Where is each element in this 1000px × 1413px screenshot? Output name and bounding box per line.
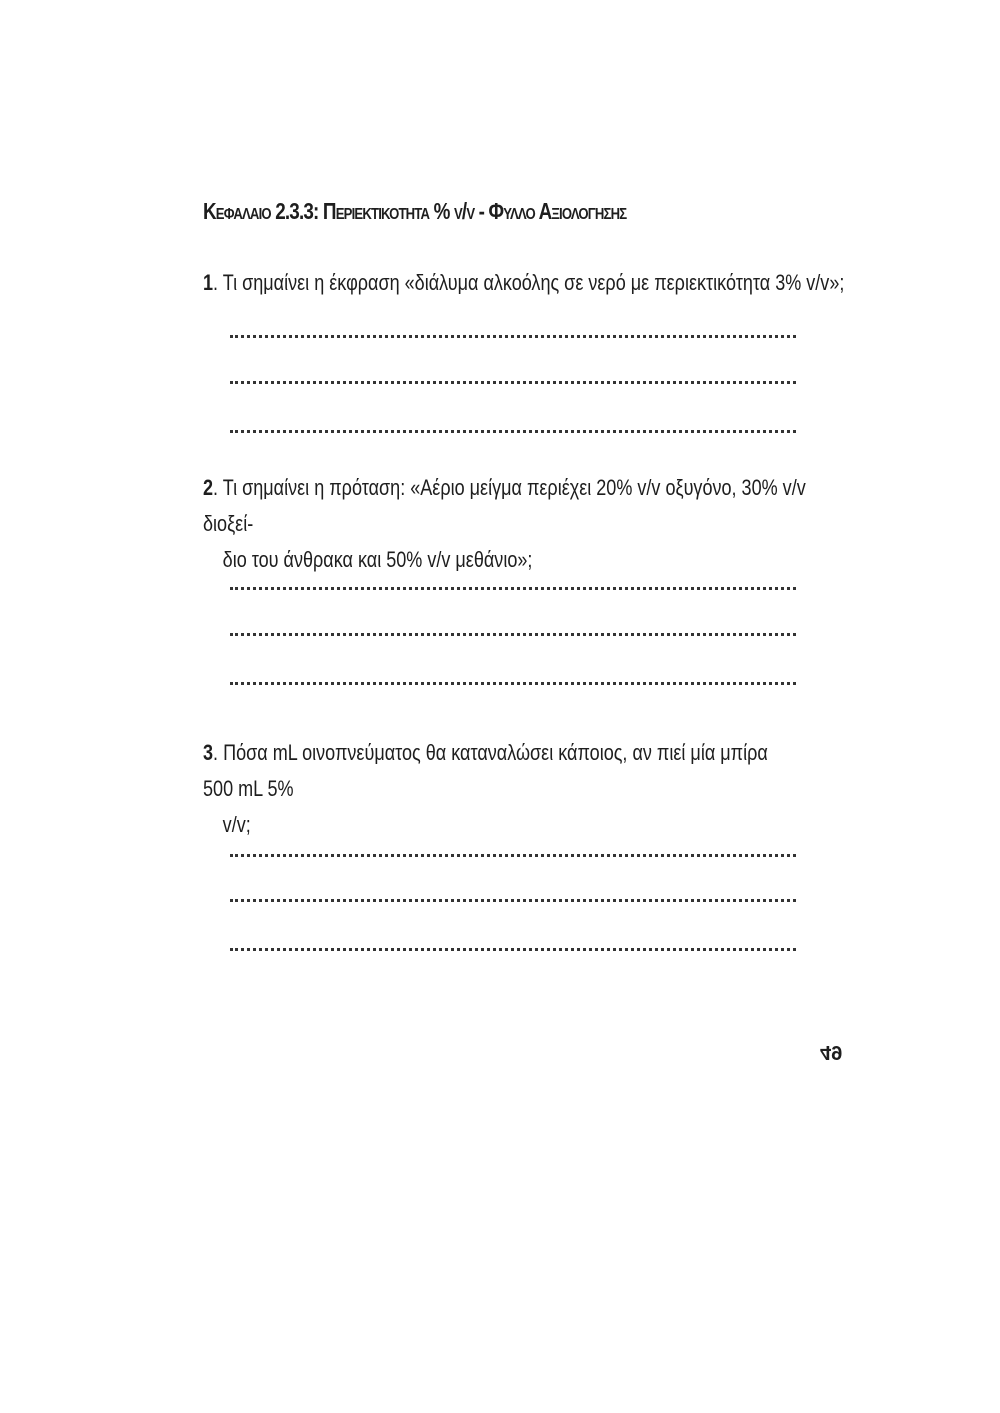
question-text-continued: v/v; xyxy=(222,812,251,837)
question-1 xyxy=(203,265,845,301)
answer-line[interactable] xyxy=(230,335,796,338)
answer-line[interactable] xyxy=(230,430,796,433)
question-2 xyxy=(203,470,810,578)
question-text: . Πόσα mL οινοπνεύματος θα καταναλώσει κάποιος, αν πιεί μία μπίρα 500 mL 5% xyxy=(203,740,768,801)
answer-line[interactable] xyxy=(230,381,796,384)
question-text: . Τι σημαίνει η πρόταση: «Αέριο μείγμα περιέχει 20% v/v οξυγόνο, 30% v/v διοξεί- xyxy=(203,475,806,536)
question-text-continued: διο του άνθρακα και 50% v/v μεθάνιο»; xyxy=(222,547,533,572)
page-title: Κεφαλαιο 2.3.3: Περιεκτικοτητα % v/v - Φυλλο Αξιολογησης xyxy=(203,198,627,224)
page-number: 49 xyxy=(820,1041,843,1063)
answer-line[interactable] xyxy=(230,948,796,951)
question-number: 2 xyxy=(203,475,214,500)
answer-line[interactable] xyxy=(230,682,796,685)
question-text: . Τι σημαίνει η έκφραση «διάλυμα αλκοόλης σε νερό με περιεκτικότητα 3% v/v»; xyxy=(213,270,845,295)
answer-line[interactable] xyxy=(230,854,796,857)
question-number: 3 xyxy=(203,740,214,765)
answer-line[interactable] xyxy=(230,633,796,636)
question-3 xyxy=(203,735,777,843)
answer-line[interactable] xyxy=(230,587,796,590)
answer-line[interactable] xyxy=(230,899,796,902)
question-number: 1 xyxy=(203,270,214,295)
